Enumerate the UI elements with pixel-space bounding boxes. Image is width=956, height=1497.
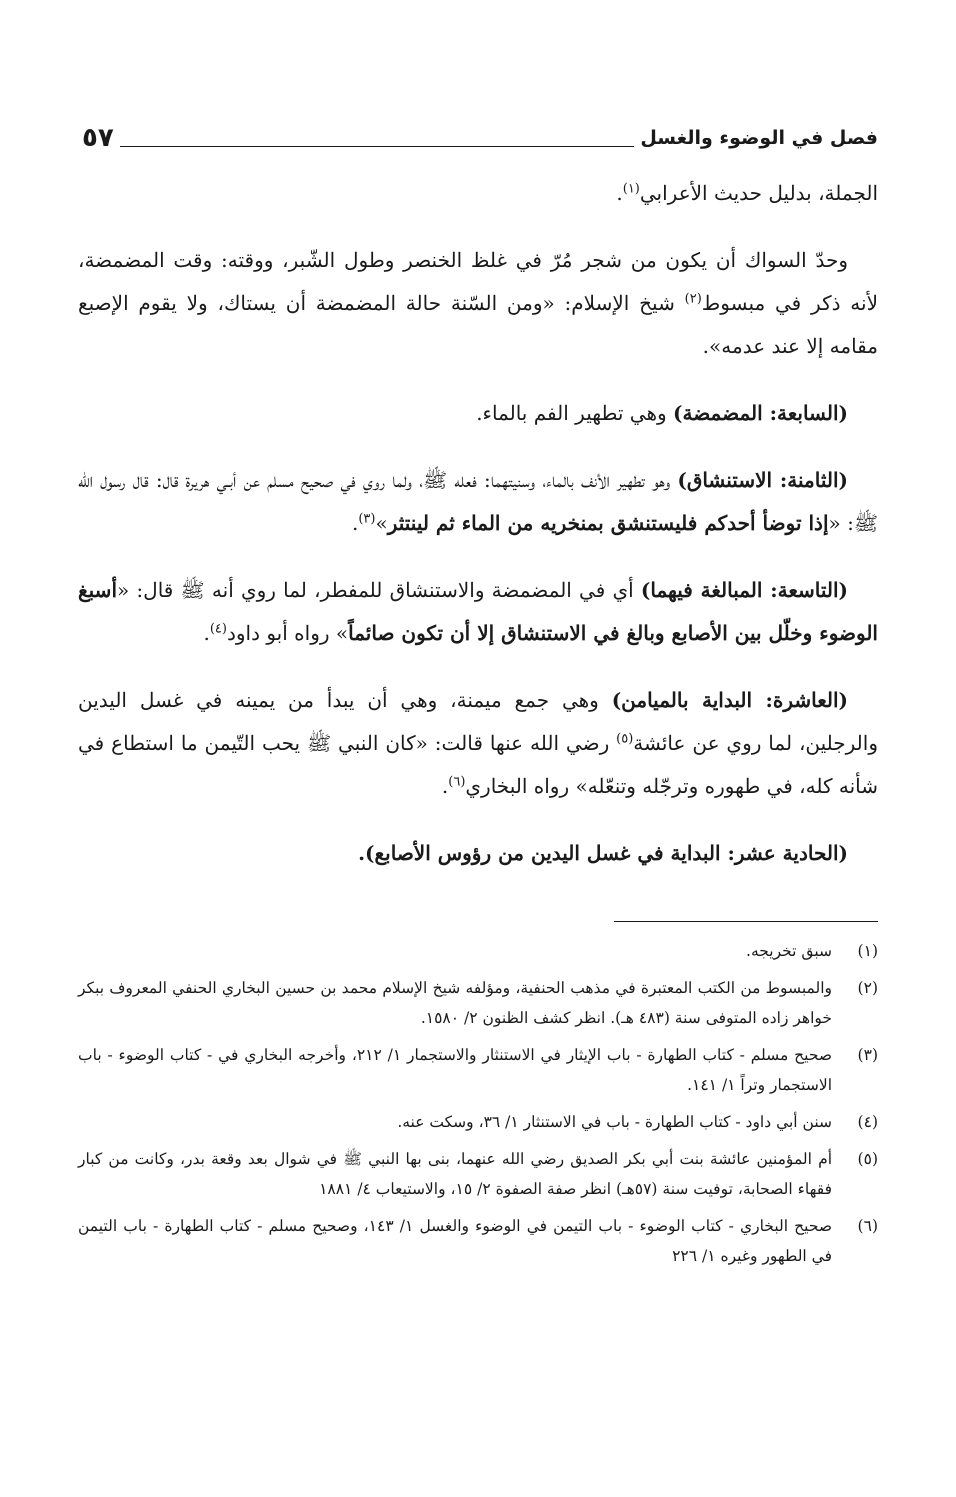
footnote [78,1040,878,1100]
paragraph [78,459,878,545]
footnote-text: سنن أبي داود - كتاب الطهارة - باب في الاستنثار ١/ ٣٦، وسكت عنه. [397,1113,832,1131]
text-run: الجملة، بدليل حديث الأعرابي [639,181,878,205]
text-run: رضي الله عنها قالت: «كان النبي ﷺ يحب التّيمن ما استطاع في شأنه كله، في طهوره وترجّله وتنعّله» رواه البخاري [78,731,878,798]
footnote-number: (٢) [857,979,878,997]
text-run: وهي تطهير الفم بالماء. [476,401,674,425]
footnote-text: أم المؤمنين عائشة بنت أبي بكر الصديق رضي الله عنهما، بنى بها النبي ﷺ في شوال بعد وقعة بدر، وكانت من كبار فقهاء الصحابة، توفيت سنة (٥٧هـ) انظر صفة الصفوة ٢/ ١٥، والاستيعاب ٤/ ١٨٨١ [78,1150,832,1198]
text-run: وهي جمع ميمنة، وهي أن يبدأ من يمينه في غسل اليدين والرجلين، لما روي عن عائشة [78,688,878,755]
main-text [78,172,878,899]
paragraph [78,392,878,435]
footnote-number: (٦) [857,1217,878,1235]
hadith-quote: أسبغ الوضوء وخلّل بين الأصابع وبالغ في الاستنشاق إلا أن تكون صائماً [78,578,878,645]
footnote [78,1144,878,1204]
footnote [78,936,878,966]
footnote-ref: (٢) [684,291,702,307]
footnote-text: صحيح مسلم - كتاب الطهارة - باب الإيثار في الاستنثار والاستجمار ١/ ٢١٢، وأخرجه البخاري في - كتاب الوضوء - باب الاستجمار وتراً ١/ ١٤١. [78,1046,832,1094]
page-header [82,120,878,156]
hadith-quote: إذا توضأ أحدكم فليستنشق بمنخريه من الماء ثم لينتثر [387,511,829,535]
paragraph [78,172,878,215]
footnotes [78,936,878,1278]
footnote [78,1107,878,1137]
footnote-number: (٥) [857,1150,878,1168]
section-heading: (الثامنة: الاستنشاق) [677,468,848,492]
footnote-separator [614,921,878,922]
paragraph [78,239,878,368]
text-run: . [203,621,210,645]
footnote-number: (٣) [857,1046,878,1064]
footnote-number: (١) [857,942,878,960]
text-run: . [616,181,623,205]
paragraph [78,679,878,808]
footnote-text: والمبسوط من الكتب المعتبرة في مذهب الحنفية، ومؤلفه شيخ الإسلام محمد بن حسين البخاري الحنفي المعروف ببكر خواهر زاده المتوفى سنة (٤٨٣ هـ). انظر كشف الظنون ٢/ ١٥٨٠. [78,979,832,1027]
header-rule [120,146,635,147]
footnote [78,1211,878,1271]
footnote-ref: (١) [622,181,640,197]
footnote-number: (٤) [857,1113,878,1131]
text-run: وهو تطهير الأنف بالماء، وسنيتهما: فعله ﷺ، ولما روي في صحيح مسلم عن أبـي هريرة قال: قال رسول الله ﷺ: « [78,468,878,535]
section-heading: (العاشرة: البداية بالميامن) [611,688,848,712]
running-title: فصل في الوضوء والغسل [640,127,878,149]
text-run: شيخ الإسلام: «ومن السّنة حالة المضمضة أن يستاك، ولا يقوم الإصبع مقامه إلا عند عدمه». [78,291,878,358]
text-run: » [375,511,388,535]
footnote-ref: (٤) [209,621,227,637]
footnote [78,973,878,1033]
footnote-ref: (٣) [358,511,376,527]
text-run: أي في المضمضة والاستنشاق للمفطر، لما روي أنه ﷺ قال: « [117,578,641,602]
section-heading: (التاسعة: المبالغة فيهما) [640,578,849,602]
footnote-text: صحيح البخاري - كتاب الوضوء - باب التيمن في الوضوء والغسل ١/ ١٤٣، وصحيح مسلم - كتاب الطهارة - باب التيمن في الطهور وغيره ١/ ٢٢٦ [78,1217,832,1265]
footnote-ref: (٦) [448,774,466,790]
text-run: . [351,511,359,535]
section-heading: (الحادية عشر: البداية في غسل اليدين من رؤوس الأصابع). [358,841,848,865]
section-heading: (السابعة: المضمضة) [673,401,848,425]
paragraph [78,569,878,655]
footnote-ref: (٥) [616,731,634,747]
text-run: وحدّ السواك أن يكون من شجر مُرّ في غلظ الخنصر وطول الشّبر، ووقته: وقت المضمضة، لأنه ذكر في مبسوط [78,248,878,315]
page-number: ٥٧ [82,123,114,153]
text-run: . [441,774,449,798]
paragraph [78,832,878,875]
text-run: » رواه أبو داود [226,621,349,645]
footnote-text: سبق تخريجه. [746,942,832,960]
